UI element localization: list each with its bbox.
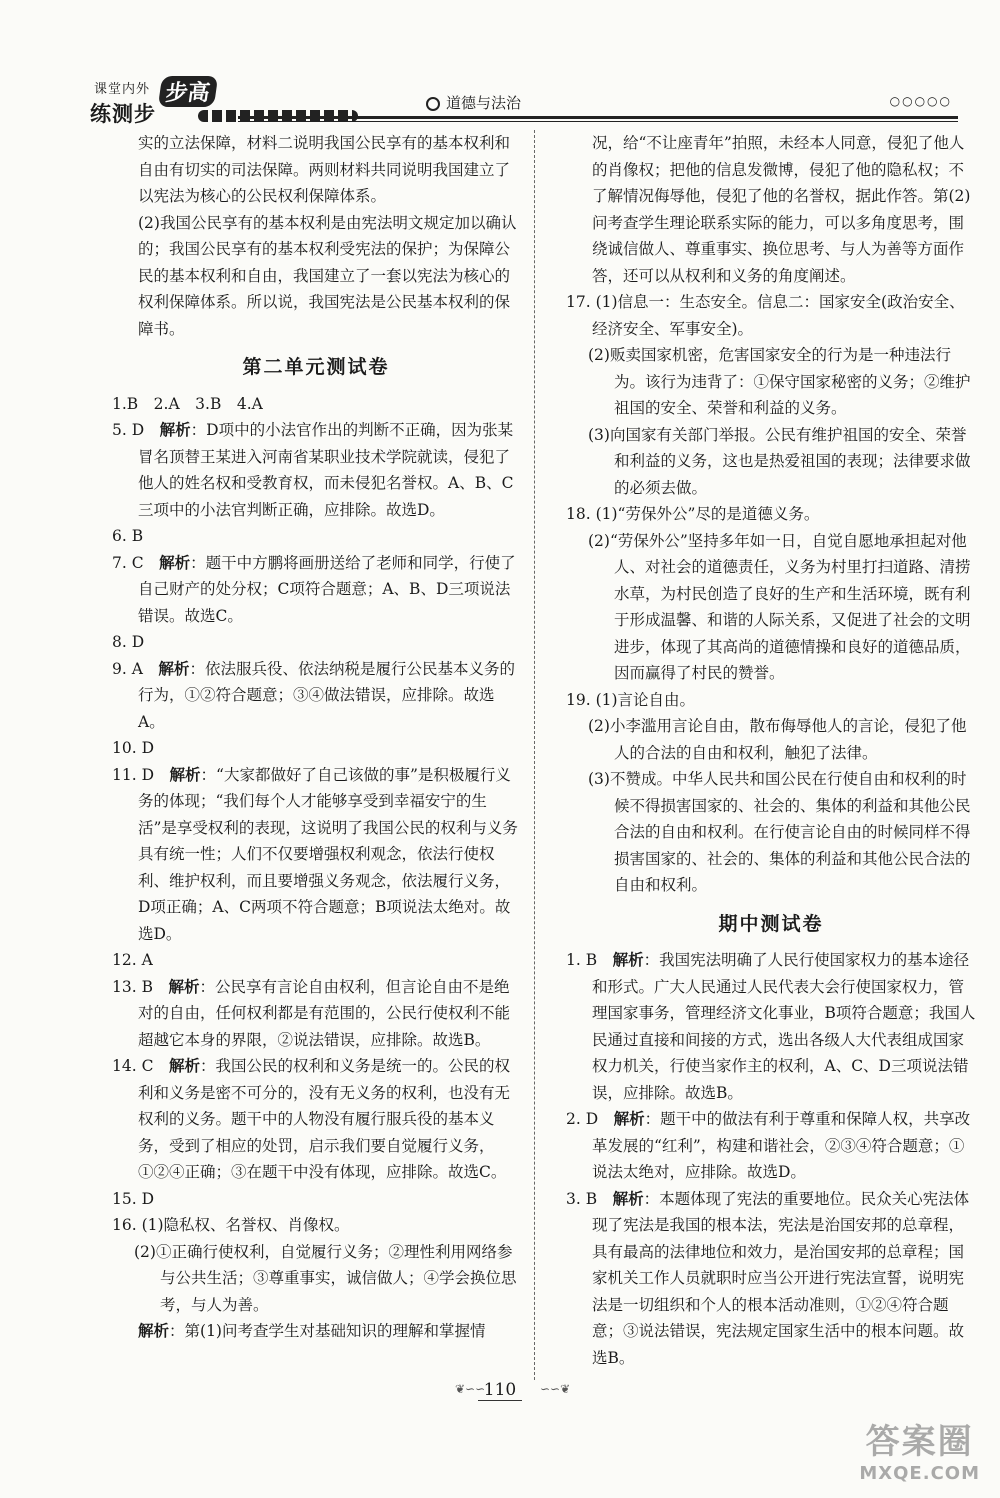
header-dots: ○○○○○: [889, 94, 952, 108]
page-header: [88, 70, 958, 130]
header-rule: [238, 116, 958, 119]
answer-number: 2. D: [566, 1110, 614, 1128]
answer-item: [112, 974, 520, 1054]
page-number: [0, 1380, 1000, 1401]
answer-number: 9. A: [112, 659, 159, 678]
answer-item: [112, 762, 520, 948]
analysis-label: 解析: [138, 1321, 170, 1340]
watermark-logo: 答案圈: [865, 1422, 974, 1462]
answer-item: [112, 1212, 520, 1239]
watermark-url: MXQE.COM: [859, 1463, 980, 1484]
answer-item: [566, 947, 976, 1106]
q19-part3: (3)不赞成。中华人民共和国公民在行使自由和权利的时候不得损害国家的、社会的、集体的利益和其他公民合法的自由和权利。在行使言论自由的时候同样不得损害国家的、社会的、集体的利益和其他公民合法的自由和权利。: [588, 770, 971, 894]
q17-part2: (2)贩卖国家机密，危害国家安全的行为是一种违法行为。该行为违背了：①保守国家秘密的义务；②维护祖国的安全、荣誉和利益的义务。: [588, 346, 971, 417]
answer-number: 16.: [112, 1216, 142, 1234]
continued-text: 实的立法保障，材料二说明我国公民享有的基本权利和自由有切实的司法保障。两则材料共同说明我国建立了以宪法为核心的公民权利保障体系。: [138, 134, 511, 205]
watermark: [859, 1414, 980, 1484]
answer-number: 12. A: [112, 951, 153, 969]
brand-small: 课堂内外: [94, 82, 151, 97]
q17-part1: 17. (1)信息一：生态安全。信息二：国家安全(政治安全、经济安全、军事安全)。: [566, 293, 965, 338]
answer-item: [112, 656, 520, 736]
answer-text: ：“大家都做好了自己该做的事”是积极履行义务的体现；“我们每个人才能够享受到幸福安宁的生活”是享受权利的表现，这说明了我国公民的权利与义务具有统一性；人们不仅要增强权利观念，依法行使权利、维护权利，而且要增强义务观念，依法履行义务，D项正确；A、C两项不符合题意；B项说法太绝对。故选D。: [138, 765, 518, 943]
analysis-label: 解析: [159, 420, 191, 439]
answer-text: ：依法服兵役、依法纳税是履行公民基本义务的行为，①②符合题意；③④做法错误，应排除。故选A。: [138, 659, 515, 731]
section-heading-unit2: 第二单元测试卷: [242, 356, 390, 378]
analysis-label: 解析: [612, 950, 644, 969]
analysis-label: 解析: [612, 1188, 644, 1208]
answer-number: 8. D: [112, 633, 145, 651]
analysis-label: 解析: [158, 658, 190, 678]
answer-text: ：D项中的小法官作出的判断不正确，因为张某冒名顶替王某进入河南省某职业技术学院就读，侵犯了他人的姓名权和受教育权，而未侵犯名誉权。A、B、C三项中的小法官判断正确，应排除。故选D。: [138, 421, 514, 519]
section-heading-midterm: 期中测试卷: [718, 912, 824, 935]
analysis-label: 解析: [168, 1056, 200, 1075]
answer-list-left: [112, 391, 520, 1239]
analysis-label: 解析: [159, 552, 191, 572]
answer-number: 5. D: [112, 421, 160, 439]
answer-text: (1)隐私权、名誉权、肖像权。: [141, 1216, 350, 1234]
answer-item: [112, 947, 520, 974]
answer-item: [112, 1053, 520, 1186]
answer-item: [112, 629, 520, 656]
q16-part2: (2)①正确行使权利，自觉履行义务；②理性利用网络参与公共生活；③尊重事实，诚信做人；④学会换位思考，与人为善。: [134, 1242, 517, 1314]
answer-number: 3. B: [566, 1189, 613, 1208]
answer-item: [566, 1106, 976, 1186]
brand-logo: 步高: [158, 76, 218, 107]
analysis-label: 解析: [169, 764, 201, 784]
q16-analysis: [112, 1318, 520, 1345]
column-divider: [534, 130, 535, 1380]
subject-icon: [426, 97, 440, 111]
answer-text: ：我国公民的权利和义务是统一的。公民的权利和义务是密不可分的，没有无义务的权利，也没有无权利的义务。题干中的人物没有履行服兵役的基本义务，受到了相应的处罚，启示我们要自觉履行义务，①②④正确；③在题干中没有体现，应排除。故选C。: [138, 1057, 511, 1181]
analysis-label: 解析: [613, 1109, 645, 1128]
answer-item: [112, 523, 520, 550]
footer-ornament-left: ❦∽∽: [455, 1382, 486, 1396]
answer-text: ：我国宪法明确了人民行使国家权力的基本途径和形式。广大人民通过人民代表大会行使国家权力，管理国家事务，管理经济文化事业，B项符合题意；我国人民通过直接和间接的方式，选出各级人大代表组成国家权力机关，行使当家作主的权利，A、C、D三项说法错误，应排除。故选B。: [592, 951, 976, 1102]
answer-item: [112, 550, 520, 630]
answer-item: [566, 1186, 976, 1372]
subject-label: 道德与法治: [446, 94, 522, 112]
answer-list-right: [566, 947, 976, 1371]
analysis-label: 解析: [168, 976, 200, 996]
footer-ornament-right: ∽∽❦: [540, 1382, 571, 1396]
answer-number: 14. C: [112, 1057, 169, 1075]
answer-item: [112, 417, 520, 523]
subject-title: [426, 92, 521, 113]
q18-part2: (2)“劳保外公”坚持多年如一日，自觉自愿地承担起对他人、对社会的道德责任，义务为村里打扫道路、清捞水草，为村民创造了良好的生产和生活环境，既有利于形成温馨、和谐的人际关系，又促进了社会的文明进步，体现了其高尚的道德情操和良好的道德品质，因而赢得了村民的赞誉。: [588, 531, 971, 682]
answer-item: [112, 1186, 520, 1213]
answer-item: [112, 735, 520, 762]
answer-text: ：公民享有言论自由权利，但言论自由不是绝对的自由，任何权利都是有范围的，公民行使权利不能超越它本身的界限，②说法错误，应排除。故选B。: [138, 977, 511, 1049]
answer-number: 13. B: [112, 977, 169, 996]
continued-text-2: (2)我国公民享有的基本权利是由宪法明文规定加以确认的；我国公民享有的基本权利受宪法的保护；为保障公民的基本权利和自由，我国建立了一套以宪法为核心的权利保障体系。所以说，我国宪法是公民基本权利的保障书。: [138, 213, 517, 338]
q18-part1: 18. (1)“劳保外公”尽的是道德义务。: [566, 505, 820, 523]
q19-part2: (2)小李滥用言论自由，散布侮辱他人的言论，侵犯了他人的合法的自由和权利，触犯了法律。: [588, 717, 967, 762]
answer-number: 1. B: [566, 951, 613, 969]
header-rule-thin: [238, 121, 958, 122]
answer-number: 15. D: [112, 1189, 155, 1208]
answer-number: 7. C: [112, 553, 160, 572]
page-number-value: 110: [478, 1380, 522, 1401]
answer-text: ：题干中的做法有利于尊重和保障人权，共享改革发展的“红利”，构建和谐社会，②③④符合题意；①说法太绝对，应排除。故选D。: [592, 1110, 971, 1181]
answer-number: 11. D: [112, 765, 170, 784]
brand-title: 练测步: [90, 101, 156, 126]
answer-number: 6. B: [112, 527, 144, 545]
left-column: [112, 130, 520, 1345]
answer-number: 1.B 2.A 3.B 4.A: [112, 394, 263, 413]
right-column: [566, 130, 976, 1371]
continued-analysis: 况，给“不让座青年”拍照，未经本人同意，侵犯了他人的肖像权；把他的信息发微博，侵犯了他的隐私权；不了解情况侮辱他，侵犯了他的名誉权，据此作答。第(2)问考查学生理论联系实际的能力，可以多角度思考，围绕诚信做人、尊重事实、换位思考、与人为善等方面作答，还可以从权利和义务的角度阐述。: [592, 134, 971, 285]
answer-item: [112, 391, 520, 418]
answer-text: ：题干中方鹏将画册送给了老师和同学，行使了自己财产的处分权；C项符合题意；A、B、D三项说法错误。故选C。: [138, 553, 516, 625]
q19-part1: 19. (1)言论自由。: [566, 690, 696, 709]
answer-text: ：本题体现了宪法的重要地位。民众关心宪法体现了宪法是我国的根本法，宪法是治国安邦的总章程，具有最高的法律地位和效力，是治国安邦的总章程；国家机关工作人员就职时应当公开进行宪法宣誓，说明宪法是一切组织和个人的根本活动准则，①②④符合题意；③说法错误，宪法规定国家生活中的根本问题。故选B。: [592, 1189, 970, 1367]
analysis-text: ：第(1)问考查学生对基础知识的理解和掌握情: [169, 1322, 486, 1340]
q17-part3: (3)向国家有关部门举报。公民有维护祖国的安全、荣誉和利益的义务，这也是热爱祖国的表现；法律要求做的必须去做。: [588, 425, 971, 497]
answer-number: 10. D: [112, 739, 155, 757]
